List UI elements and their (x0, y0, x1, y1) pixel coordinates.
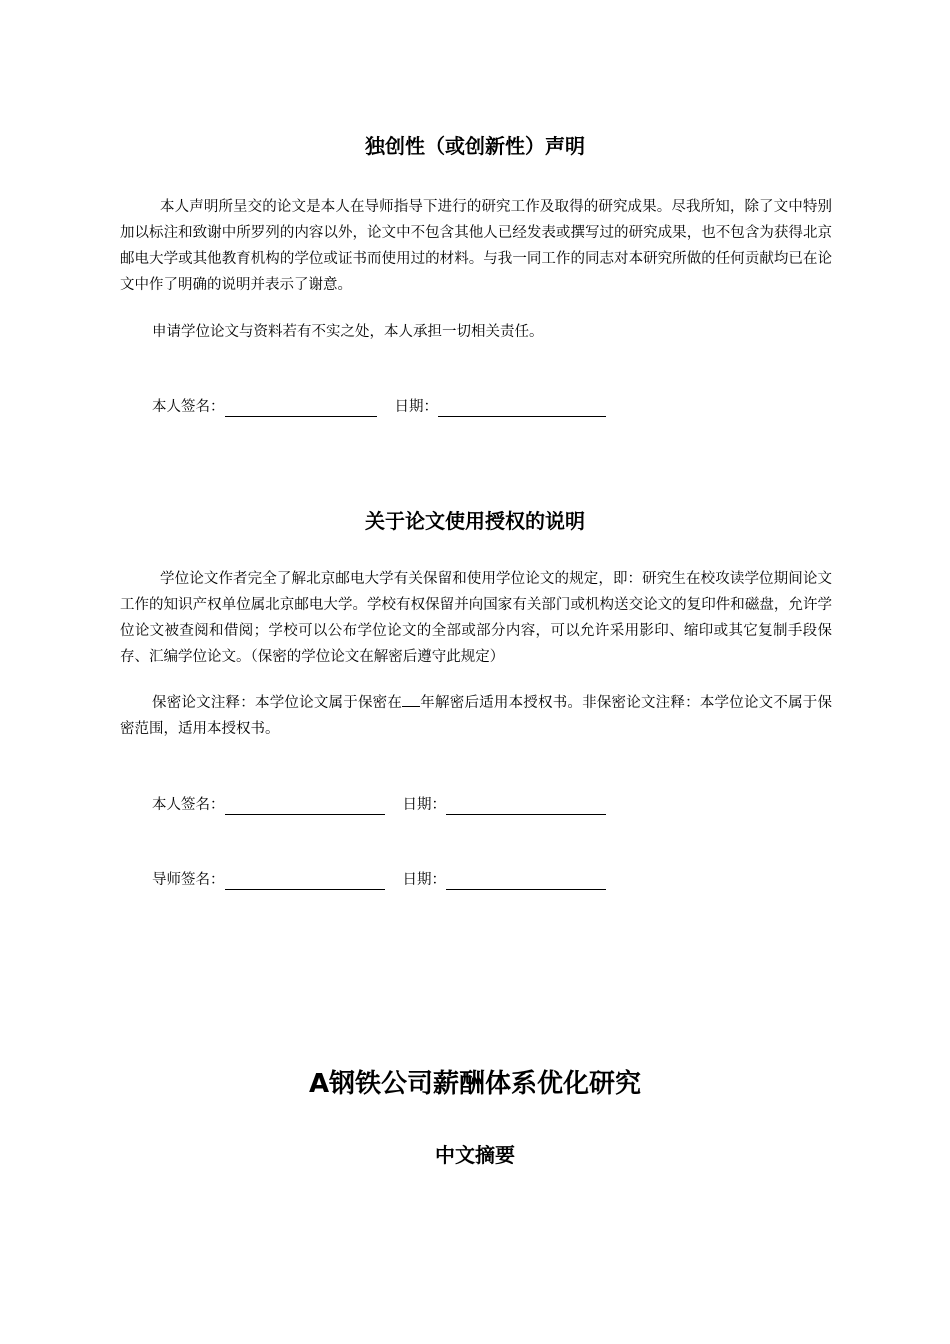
originality-paragraph-1: 本人声明所呈交的论文是本人在导师指导下进行的研究工作及取得的研究成果。尽我所知，除了文中特别加以标注和致谢中所罗列的内容以外，论文中不包含其他人已经发表或撰写过的研究成果，也不包含为获得北京邮电大学或其他教育机构的学位或证书而使用过的材料。与我一同工作的同志对本研究所做的任何贡献均已在论文中作了明确的说明并表示了谢意。 (120, 199, 832, 293)
authorization-paragraph-2 (120, 690, 832, 742)
advisor-date-line[interactable] (446, 873, 606, 890)
abstract-heading: 中文摘要 (435, 1143, 515, 1167)
authorization-heading: 关于论文使用授权的说明 (365, 509, 585, 533)
author-signature-line[interactable] (225, 798, 385, 815)
signature-label: 本人签名： (152, 399, 225, 415)
originality-paragraph-2: 申请学位论文与资料若有不实之处，本人承担一切相关责任。 (152, 324, 544, 340)
originality-signature-row (152, 397, 606, 417)
advisor-signature-row (152, 870, 606, 890)
confidential-years-blank[interactable] (402, 692, 420, 708)
confidential-note-end: 年解密后适用本授权书。非保密论文注释：本学位论文不属于保密范围，适用本授权书。 (120, 695, 833, 737)
originality-heading: 独创性（或创新性）声明 (365, 134, 585, 158)
advisor-signature-line[interactable] (225, 873, 385, 890)
confidential-note-start: 保密论文注释：本学位论文属于保密在 (152, 695, 403, 711)
advisor-signature-label: 导师签名： (152, 872, 225, 888)
advisor-date-label: 日期： (402, 872, 446, 888)
date-label: 日期： (394, 399, 438, 415)
signature-line[interactable] (225, 400, 377, 417)
authorization-paragraph-1: 学位论文作者完全了解北京邮电大学有关保留和使用学位论文的规定，即：研究生在校攻读学位期间论文工作的知识产权单位属北京邮电大学。学校有权保留并向国家有关部门或机构送交论文的复印件和磁盘，允许学位论文被查阅和借阅；学校可以公布学位论文的全部或部分内容，可以允许采用影印、缩印或其它复制手段保存、汇编学位论文。（保密的学位论文在解密后遵守此规定） (120, 571, 832, 665)
thesis-title: A钢铁公司薪酬体系优化研究 (308, 1069, 642, 1099)
author-signature-label: 本人签名： (152, 797, 225, 813)
author-date-line[interactable] (446, 798, 606, 815)
author-date-label: 日期： (402, 797, 446, 813)
date-line[interactable] (438, 400, 606, 417)
author-signature-row (152, 795, 606, 815)
